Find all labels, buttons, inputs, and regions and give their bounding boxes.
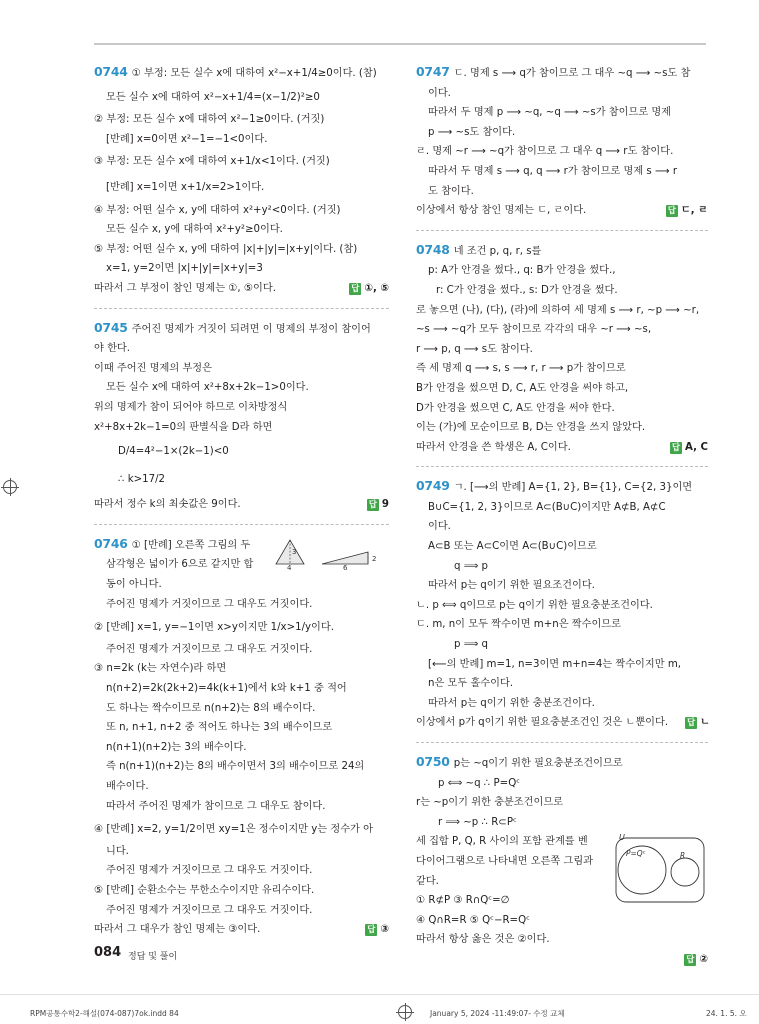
solution-line: 즉 세 명제 q ⟶ s, s ⟶ r, r ⟶ p가 참이므로 [416,363,626,375]
right-column [416,62,710,965]
problem-number: 0744 [94,64,128,79]
registration-mark-icon [3,480,17,494]
solution-line: x=1, y=2이면 |x|+|y|=|x+y|=3 [106,263,263,275]
solution-line: 주어진 명제가 거짓이므로 그 대우도 거짓이다. [106,904,313,916]
answer-value: ㄴ [700,717,710,729]
triangle-a-base: 4 [287,563,292,572]
conclusion-line [416,201,708,221]
solution-line: 주어진 명제가 거짓이므로 그 대우도 거짓이다. [106,598,313,610]
answer [685,713,710,733]
solution-line: ③ 부정: 모든 실수 x에 대하여 x+1/x<1이다. (거짓) [94,156,330,168]
solution-line: 동이 아니다. [106,579,162,591]
answer-mark-icon: 답 [367,925,376,936]
problem-0747 [416,62,708,221]
answer-value: ③ [380,924,389,936]
answer-mark-icon: 답 [368,500,378,511]
solution-line: ㄷ. 명제 s ⟶ q가 참이므로 그 대우 ~q ⟶ ~s도 참 [453,68,691,79]
solution-line: ④ Q∩R=R ⑤ Qᶜ−R=Qᶜ [416,914,530,926]
triangle-b-height: 2 [372,554,377,563]
answer [684,950,708,970]
solution-line: 또 n, n+1, n+2 중 적어도 하나는 3의 배수이므로 [106,722,333,734]
solution-line: p ⟺ ~q ∴ P=Qᶜ [438,777,520,789]
answer-value: 9 [381,499,389,511]
footer-file: RPM공통수학2-해설(074-087)7ok.indd 84 [30,1009,179,1018]
solution-line: ① 부정: 모든 실수 x에 대하여 x²−x+1/4≥0이다. (참) [131,68,377,79]
solution-line: 따라서 그 부정이 참인 명제는 ①, ⑤이다. [94,282,276,294]
set-r-circle [671,858,699,886]
venn-diagram [612,832,708,908]
solution-line: ④ 부정: 어떤 실수 x, y에 대하여 x²+y²<0이다. (거짓) [94,204,341,216]
universal-set [616,838,704,902]
answer-value: ② [699,953,708,965]
solution-line: 모든 실수 x, y에 대하여 x²+y²≥0이다. [106,224,283,236]
conclusion-line [416,713,708,733]
solution-line: 이다. [428,87,451,99]
solution-line: 따라서 두 명제 s ⟶ q, q ⟶ r가 참이므로 명제 s ⟶ r [428,165,678,177]
solution-line: 배수이다. [106,781,149,792]
problem-number: 0746 [94,535,128,551]
answer-value: ①, ⑤ [364,282,389,294]
answer [666,201,708,221]
problem-0746 [94,534,389,940]
solution-line: n(n+2)=2k(2k+2)=4k(k+1)에서 k와 k+1 중 적어 [106,683,347,695]
solution-line: 따라서 두 명제 p ⟶ ~q, ~q ⟶ ~s가 참이므로 명제 [428,107,672,119]
solution-line: B∪C={1, 2, 3}이므로 A⊂(B∪C)이지만 A⊄B, A⊄C [428,501,666,513]
solution-line: 즉 n(n+1)(n+2)는 8의 배수이면서 3의 배수이므로 24의 [106,761,365,773]
answer-value: ㄷ, ㄹ [680,205,708,217]
answer [349,279,389,299]
solution-line: p ⟶ ~s도 참이다. [428,126,516,138]
solution-line: 따라서 그 대우가 참인 명제는 ③이다. [94,924,261,936]
solution-line: 모든 실수 x에 대하여 x²+8x+2k−1>0이다. [106,382,309,394]
answer-mark-icon: 답 [351,283,360,294]
solution-line: D/4=4²−1×(2k−1)<0 [118,446,229,458]
solution-line: 다이어그램으로 나타내면 오른쪽 그림과 [416,855,594,867]
solution-line: ∴ k>17/2 [118,473,166,485]
universal-label: U [619,833,625,842]
solution-line: 야 한다. [94,343,130,355]
problem-number: 0747 [416,64,450,79]
answer-mark-icon: 답 [686,954,695,965]
header-rule [94,43,706,45]
conclusion-line [416,438,708,458]
solution-line: 따라서 안경을 쓴 학생은 A, C이다. [416,441,571,453]
answer [365,920,389,940]
solution-line: 세 집합 P, Q, R 사이의 포함 관계를 벤 [416,836,588,848]
solution-line: ㄹ. 명제 ~r ⟶ ~q가 참이므로 그 대우 q ⟶ r도 참이다. [416,146,674,158]
solution-line: n(n+1)(n+2)는 3의 배수이다. [106,741,247,753]
solution-line: r: C가 안경을 썼다., s: D가 안경을 썼다. [436,284,618,296]
footer-date: 24. 1. 5. 오 [706,1009,747,1018]
problem-number: 0749 [416,478,450,494]
answer-mark-icon: 답 [671,442,681,453]
problem-0745 [94,318,389,515]
triangle-b [322,552,368,564]
problem-number: 0748 [416,241,450,257]
solution-line: 이다. [428,521,451,533]
conclusion-line [94,920,389,940]
problem-0749 [416,476,708,733]
answer-mark-icon: 답 [687,718,696,729]
solution-line: ① [반례] 오른쪽 그림의 두 [131,539,251,551]
solution-line: D가 안경을 썼으면 C, A도 안경을 써야 한다. [416,402,615,414]
solution-line: [반례] x=1이면 x+1/x=2>1이다. [106,181,265,193]
set-r-label: R [680,851,686,860]
solution-line: ㄱ. [⟶의 반례] A={1, 2}, B={1}, C={2, 3}이면 [453,482,693,494]
solution-line: 같다. [416,875,439,887]
left-column [94,62,389,940]
triangle-a-height: 3 [292,547,297,556]
solution-line: 따라서 p는 q이기 위한 필요조건이다. [428,580,595,592]
solution-line: 따라서 p는 q이기 위한 충분조건이다. [428,697,595,709]
solution-line: ② 부정: 모든 실수 x에 대하여 x²−1≥0이다. (거짓) [94,114,325,126]
problem-number: 0745 [94,319,128,335]
solution-line: p ⟹ q [454,639,489,651]
conclusion-line [94,279,389,299]
solution-line: 로 놓으면 (나), (다), (라)에 의하여 세 명제 s ⟶ r, ~p ⟶ ~r, [416,304,700,316]
answer-value: A, C [685,441,708,453]
solution-line: 이상에서 항상 참인 명제는 ㄷ, ㄹ이다. [416,205,587,217]
solution-line: 도 참이다. [428,185,474,197]
answer-mark-icon: 답 [667,206,676,217]
solution-line: r는 ~p이기 위한 충분조건이므로 [416,797,563,809]
solution-line: 주어진 명제가 거짓이므로 그 대우도 거짓이다. [106,643,313,655]
solution-line: 따라서 정수 k의 최솟값은 9이다. [94,499,241,511]
solution-line: x²+8x+2k−1=0의 판별식을 D라 하면 [94,421,273,433]
divider [94,524,389,525]
solution-line: 모든 실수 x에 대하여 x²−x+1/4=(x−1/2)²≥0 [106,91,320,103]
divider [94,308,389,309]
problem-0750 [416,752,708,965]
problem-number: 0750 [416,754,450,769]
solution-line: ~s ⟶ ~q가 모두 참이므로 각각의 대우 ~r ⟶ ~s, [416,324,652,336]
solution-line: 주어진 명제가 거짓이 되려면 이 명제의 부정이 참이어 [131,323,371,335]
solution-line: p: A가 안경을 썼다., q: B가 안경을 썼다., [428,265,616,277]
solution-line: [반례] x=0이면 x²−1=−1<0이다. [106,133,268,145]
divider [416,742,708,743]
solution-line: 주어진 명제가 거짓이므로 그 대우도 거짓이다. [106,865,313,877]
solution-line: ⑤ 부정: 어떤 실수 x, y에 대하여 |x|+|y|=|x+y|이다. (참) [94,243,358,255]
solution-line: q ⟹ p [454,560,489,572]
answer [670,438,708,458]
solution-line: ⑤ [반례] 순환소수는 무한소수이지만 유리수이다. [94,884,315,896]
solution-line: [⟵의 반례] m=1, n=3이면 m+n=4는 짝수이지만 m, [428,658,681,670]
solution-line: 위의 명제가 참이 되어야 하므로 이차방정식 [94,401,288,413]
triangle-b-base: 6 [343,563,348,572]
solution-line: 도 하나는 짝수이므로 n(n+2)는 8의 배수이다. [106,702,316,714]
solution-line: n은 모두 홀수이다. [428,678,514,690]
triangles-figure [270,536,388,572]
solution-line: r ⟹ ~p ∴ R⊂Pᶜ [438,816,517,828]
solution-line: p는 ~q이기 위한 필요충분조건이므로 [453,758,623,769]
solution-line: ㄴ. p ⟺ q이므로 p는 q이기 위한 필요충분조건이다. [416,599,653,611]
solution-line: B가 안경을 썼으면 D, C, A도 안경을 써야 하고, [416,382,629,394]
solution-line: 이상에서 p가 q이기 위한 필요충분조건인 것은 ㄴ뿐이다. [416,717,669,729]
problem-0744 [94,62,389,299]
answer [367,495,389,515]
solution-line: ③ n=2k (k는 자연수)라 하면 [94,663,227,675]
solution-line: r ⟶ p, q ⟶ s도 참이다. [416,343,533,355]
solution-line: 이는 (가)에 모순이므로 B, D는 안경을 쓰지 않았다. [416,422,646,434]
solution-line: 따라서 항상 옳은 것은 ②이다. [416,934,550,946]
solution-line: 삼각형은 넓이가 6으로 같지만 합 [106,559,254,571]
solution-line: 따라서 주어진 명제가 참이므로 그 대우도 참이다. [106,800,326,812]
solution-line: ① R⊄P ③ R∩Qᶜ=∅ [416,895,510,907]
solution-line: ② [반례] x=1, y=−1이면 x>y이지만 1/x>1/y이다. [94,622,334,634]
solution-line: 니다. [106,845,129,857]
solution-line: A⊂B 또는 A⊂C이면 A⊂(B∪C)이므로 [428,541,597,553]
footer-rule [0,994,759,995]
solution-line: ㄷ. m, n이 모두 짝수이면 m+n은 짝수이므로 [416,619,621,631]
set-p-label: P=Qᶜ [626,849,646,858]
problem-0748 [416,240,708,458]
conclusion-line [94,495,389,515]
page-number: 084 [94,945,122,960]
divider [416,466,708,467]
solution-line: 네 조건 p, q, r, s를 [453,245,542,257]
footer-timestamp: January 5, 2024 -11:49:07- 수정 교체 [430,1009,565,1018]
solution-line: ④ [반례] x=2, y=1/2이면 xy=1은 정수이지만 y는 정수가 아 [94,824,373,836]
registration-mark-icon [398,1005,412,1019]
divider [416,230,708,231]
page-title: 정답 및 풀이 [128,952,178,962]
solution-line: 이때 주어진 명제의 부정은 [94,362,212,374]
